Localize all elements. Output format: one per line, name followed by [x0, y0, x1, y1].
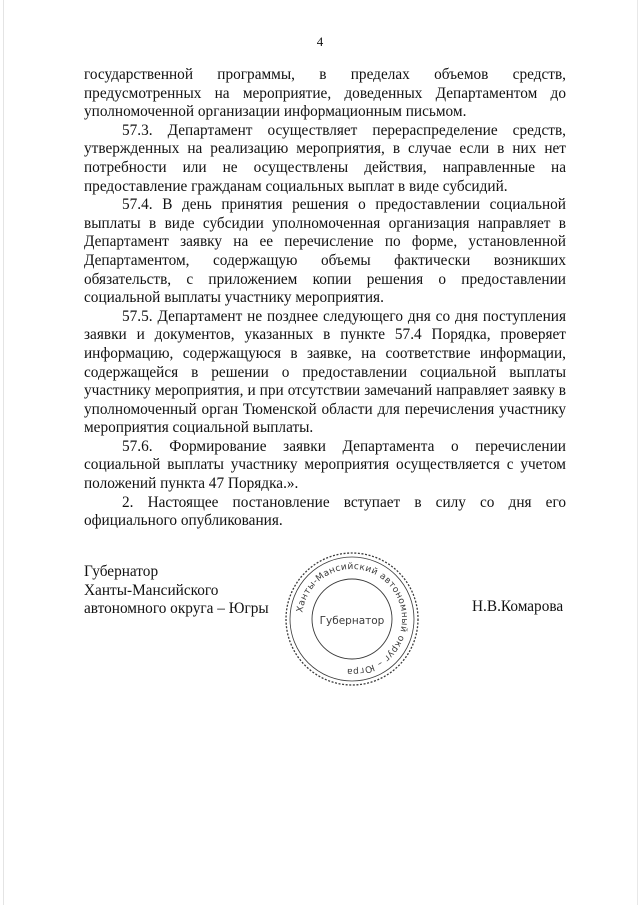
seal-center-text: Губернатор [319, 615, 385, 627]
paragraph-57-3: 57.3. Департамент осуществляет перераспределение средств, утвержденных на реализацию мероприятия, в случае если в них нет потребности или не осуществлены действия, направленные на предоставление гражданам социальных выплат в виде субсидий. [84, 121, 566, 195]
signer-title-line: Губернатор [84, 563, 159, 580]
paragraph-57-6: 57.6. Формирование заявки Департамента о перечислении социальной выплаты участнику мероприятия осуществляется с учетом положений пункта 47 Порядка.». [84, 437, 566, 493]
document-body [84, 66, 566, 531]
paragraph-57-4: 57.4. В день принятия решения о предоставлении социальной выплаты в виде субсидии уполномоченная организация направляет в Департамент заявку на ее перечисление по форме, установленной Департаментом, содержащую объемы фактически возникших обязательств, с приложением копии решения о предоставлении социальной выплаты участнику мероприятия. [84, 196, 566, 307]
signer-title-line: Ханты-Мансийского [84, 581, 219, 599]
paragraph-57-5: 57.5. Департамент не позднее следующего дня со дня поступления заявки и документов, указанных в пункте 57.4 Порядка, проверяет информацию, содержащуюся в заявке, на соответствие информации, содержащейся в решении о предоставлении социальной выплаты участнику мероприятия, и при отсутствии замечаний направляет заявку в уполномоченный орган Тюменской области для перечисления участнику мероприятия социальной выплаты. [84, 307, 566, 437]
scan-edge-right [637, 0, 638, 905]
signer-name: Н.В.Комарова [472, 598, 564, 615]
signer-title-line: автономного округа – Югры [84, 600, 269, 618]
signer-title-block [84, 563, 304, 619]
paragraph-2: 2. Настоящее постановление вступает в силу со дня его официального опубликования. [84, 493, 566, 530]
paragraph-continuation: государственной программы, в пределах объемов средств, предусмотренных на мероприятие, доведенных Департаментом до уполномоченной организации информационным письмом. [84, 66, 566, 121]
official-seal [282, 549, 422, 689]
scan-edge-left [3, 0, 4, 905]
page-number: 4 [316, 34, 324, 49]
seal-ring-text: Ханты-Мансийский автономный округ – Югра [295, 561, 410, 677]
